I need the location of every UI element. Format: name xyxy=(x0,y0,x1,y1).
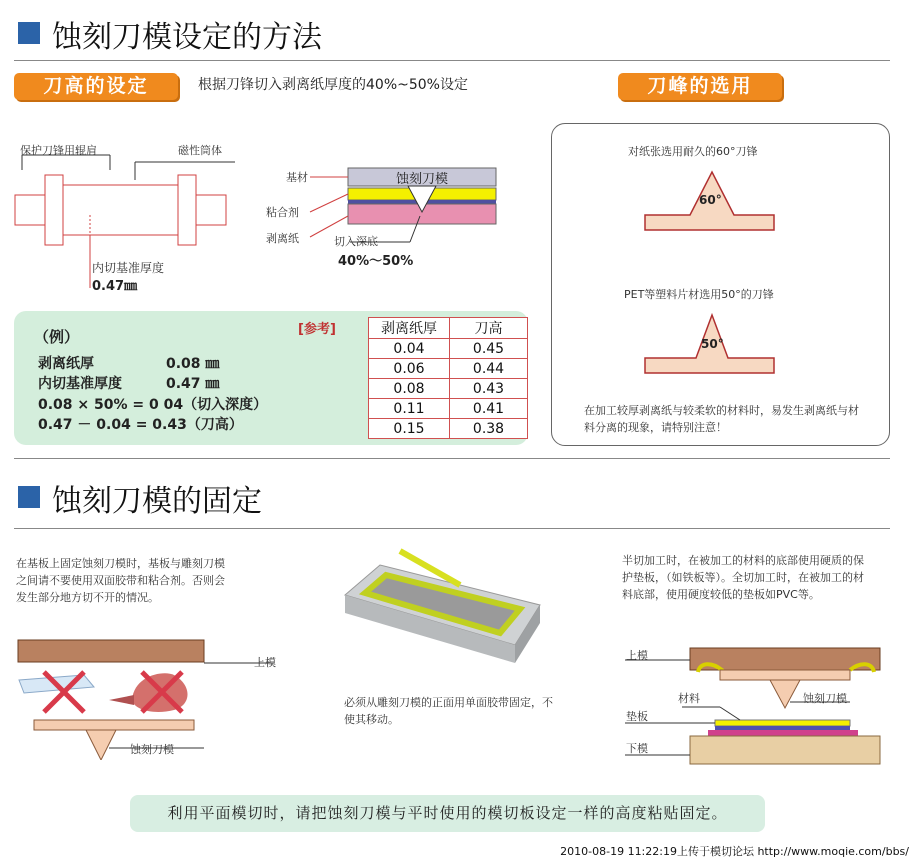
example-line-value: 0.47 ㎜ xyxy=(166,376,220,392)
example-line-value: 0.08 ㎜ xyxy=(166,356,220,372)
divider xyxy=(14,458,890,459)
peak-pill: 刀峰的选用 xyxy=(618,73,782,100)
fix-middle-note: 必须从雕刻刀模的正面用单面胶带固定，不使其移动。 xyxy=(344,696,553,726)
example-title: （例） xyxy=(34,328,80,346)
layer-blade-label: 蚀刻刀模 xyxy=(396,172,449,187)
blade-height-note: 根据刀锋切入剥离纸厚度的40%~50%设定 xyxy=(198,77,468,93)
layer-release-label: 剥离纸 xyxy=(266,232,299,245)
right-upper-mold-label: 上模 xyxy=(626,649,648,662)
right-pad-label: 垫板 xyxy=(626,710,648,723)
table-row: 0.06 0.44 xyxy=(369,359,528,379)
watermark: 2010-08-19 11:22:19上传于模切论坛 http://www.moqie.com/bbs/ xyxy=(560,845,909,858)
angle-50-label: 50° xyxy=(701,337,724,351)
example-line-label: 内切基准厚度 xyxy=(38,376,122,392)
table-row: 0.08 0.43 xyxy=(369,379,528,399)
right-blade-label: 蚀刻刀模 xyxy=(803,692,847,705)
section-marker xyxy=(18,486,40,508)
angle-60-label: 60° xyxy=(699,193,722,207)
section-marker xyxy=(18,22,40,44)
fix-left-note: 在基板上固定蚀刻刀模时，基板与雕刻刀模之间请不要使用双面胶带和粘合剂。否则会发生部分地方切不开的情况。 xyxy=(16,557,225,604)
upper-mold-label: 上模 xyxy=(254,656,276,669)
paper-blade-note: 对纸张选用耐久的60°刀锋 xyxy=(628,145,758,158)
blade-label: 蚀刻刀模 xyxy=(130,743,174,756)
section-title: 蚀刻刀模的固定 xyxy=(52,484,262,519)
peak-warning: 在加工较厚剥离纸与较柔软的材料时，易发生剥离纸与材料分离的现象，请特别注意！ xyxy=(584,404,859,434)
table-row: 0.15 0.38 xyxy=(369,419,528,439)
table-row: 0.04 0.45 xyxy=(369,339,528,359)
divider xyxy=(14,528,890,529)
table-header: 剥离纸厚 xyxy=(369,318,450,339)
table-row: 0.11 0.41 xyxy=(369,399,528,419)
inner-cut-label: 内切基准厚度 xyxy=(92,261,165,275)
fix-right-note: 半切加工时，在被加工的材料的底部使用硬质的保护垫板，（如铁板等）。全切加工时，在被加工的材料底部，使用硬度较低的垫板如PVC等。 xyxy=(622,554,864,601)
cut-depth-label: 切入深底 xyxy=(334,235,378,248)
layer-adhesive-label: 粘合剂 xyxy=(266,206,299,219)
right-lower-mold-label: 下模 xyxy=(626,742,648,755)
reference-table xyxy=(368,317,528,439)
example-calc: 0.08 × 50% = 0 04（切入深度） xyxy=(38,397,268,413)
example-calc: 0.47 － 0.04 = 0.43（刀高） xyxy=(38,417,243,433)
roller-shoulder-label: 保护刀锋用辊肩 xyxy=(20,144,97,157)
inner-cut-value: 0.47㎜ xyxy=(92,279,138,294)
layer-base-label: 基材 xyxy=(286,171,308,184)
cut-range-label: 40%～50% xyxy=(338,254,414,269)
fix-right-diagram xyxy=(620,640,890,770)
table-header: 刀高 xyxy=(450,318,528,339)
blade-height-pill: 刀高的设定 xyxy=(14,73,178,100)
right-material-label: 材料 xyxy=(678,692,700,705)
example-ref: [参考] xyxy=(298,322,336,337)
section-title: 蚀刻刀模设定的方法 xyxy=(52,20,322,55)
divider xyxy=(14,60,890,61)
pet-blade-note: PET等塑料片材选用50°的刀锋 xyxy=(624,288,774,301)
footer-banner: 利用平面模切时，请把蚀刻刀模与平时使用的模切板设定一样的高度粘贴固定。 xyxy=(130,795,765,832)
tape-plate-diagram xyxy=(340,545,560,675)
example-line-label: 剥离纸厚 xyxy=(38,356,94,372)
magnetic-cylinder-label: 磁性筒体 xyxy=(178,144,222,157)
